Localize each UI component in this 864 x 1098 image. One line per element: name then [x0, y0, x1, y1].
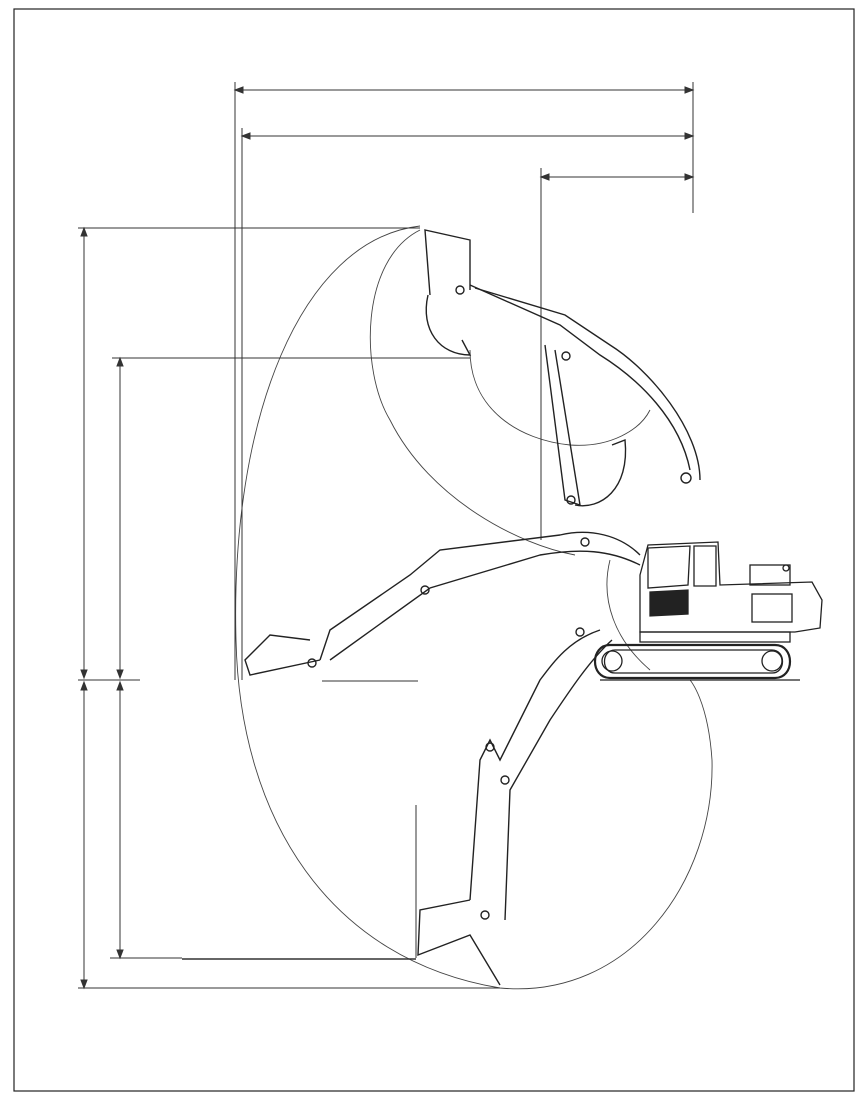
- excavator-body: [595, 542, 822, 680]
- boom-arm-max-height: [425, 230, 700, 506]
- ground-hatch: [182, 681, 418, 959]
- outer-frame: [14, 9, 854, 1091]
- dimension-lines: [78, 82, 693, 988]
- boom-arm-max-depth: [418, 628, 612, 985]
- boom-arm-max-reach: [245, 532, 640, 675]
